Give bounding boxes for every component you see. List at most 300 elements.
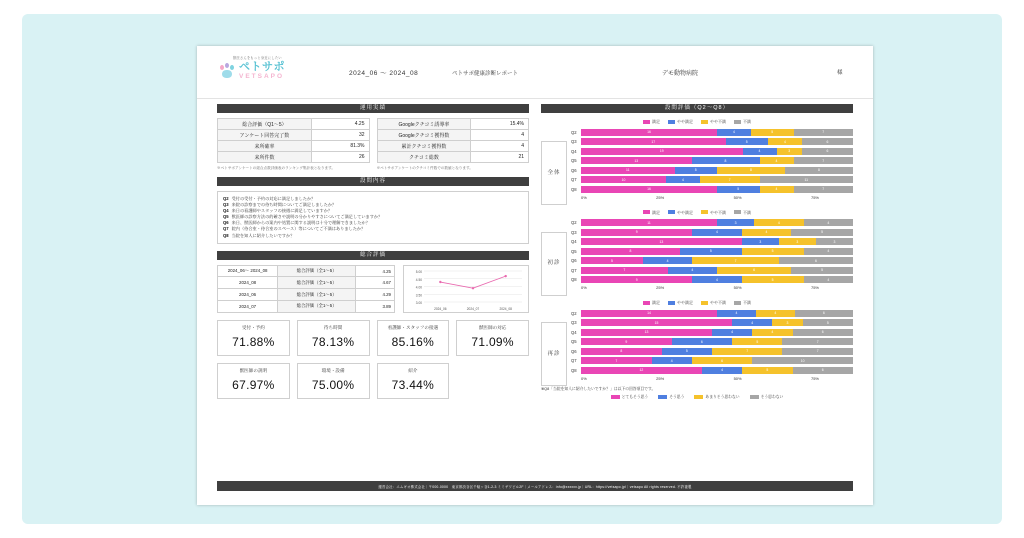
bar-segment: 11 <box>581 167 675 174</box>
bar-segment: 11 <box>581 219 717 226</box>
bar-segment: 4 <box>717 310 756 317</box>
svg-text:3.00: 3.00 <box>415 300 422 305</box>
report-page <box>197 46 873 505</box>
bar-segment: 4 <box>760 186 794 193</box>
legend-item-yaya-fuman <box>701 300 726 306</box>
chart-side-label-2 <box>541 322 567 386</box>
bar-segment: 7 <box>581 357 652 364</box>
bar-segment: 6 <box>795 310 853 317</box>
sogo-period: 2024_08 <box>218 277 278 289</box>
bar-row <box>571 328 853 336</box>
kpi-value: 15.4% <box>471 119 529 130</box>
sogo-value: 4.25 <box>356 265 395 277</box>
bar-segment: 3 <box>717 219 754 226</box>
kpi-card-label: 看護師・スタッフの接遇 <box>387 324 439 330</box>
question-no: Q5 <box>223 214 229 220</box>
bar-segment: 4 <box>760 157 794 164</box>
chart-side-label-text: 再診 <box>547 350 561 357</box>
bar-segment: 13 <box>581 157 692 164</box>
bar-row-label: Q6 <box>571 258 577 263</box>
legend-label: やや不満 <box>710 119 726 124</box>
bar-segment: 14 <box>581 310 717 317</box>
bar-segment: 6 <box>793 329 853 336</box>
bar-segment: 6 <box>692 357 752 364</box>
chart-axis-2 <box>581 376 819 381</box>
foot-legend-label: そう思う <box>669 394 685 399</box>
bar-segment: 4 <box>804 276 853 283</box>
bar-track <box>581 238 853 245</box>
bar-segment: 5 <box>803 319 853 326</box>
bar-row-label: Q3 <box>571 229 577 235</box>
bar-segment: 3 <box>777 148 803 155</box>
chart-legend-0 <box>541 119 853 125</box>
bar-row-label: Q4 <box>571 239 577 244</box>
bar-segment: 9 <box>581 276 692 283</box>
screenshot-frame <box>22 14 1002 524</box>
kpi-card-row-2 <box>217 363 529 399</box>
bar-row <box>571 138 853 146</box>
stacked-bars-0 <box>571 128 853 193</box>
bar-segment: 8 <box>581 248 680 255</box>
kpi-value: 4.25 <box>311 119 369 130</box>
bar-segment: 8 <box>785 167 853 174</box>
svg-text:4.50: 4.50 <box>415 277 422 282</box>
bar-track <box>581 176 853 183</box>
bar-row-label: Q5 <box>571 339 577 344</box>
bar-segment: 12 <box>581 367 702 374</box>
question-text: 当院を知人に紹介したいですか？ <box>231 232 295 238</box>
bar-segment: 4 <box>668 267 717 274</box>
table-row <box>218 152 370 163</box>
bar-track <box>581 276 853 283</box>
legend-item-yaya-manzoku <box>668 210 693 216</box>
question-no: Q3 <box>223 202 229 208</box>
bar-segment: 5 <box>662 348 712 355</box>
foot-legend-label: とてもそう思う <box>621 394 649 399</box>
kpi-card-label: 環境・設備 <box>321 367 345 373</box>
bar-segment: 13 <box>581 238 742 245</box>
bar-segment: 5 <box>742 367 792 374</box>
bar-segment: 5 <box>717 186 760 193</box>
bar-segment: 7 <box>794 129 854 136</box>
sogo-label: 総合評価（全1〜5） <box>278 265 356 277</box>
bar-track <box>581 357 853 364</box>
bar-segment: 4 <box>768 138 802 145</box>
stacked-bars-1 <box>571 219 853 284</box>
kpi-label: アンケート回答完了数 <box>218 130 312 141</box>
bar-row <box>571 257 853 265</box>
bar-segment: 6 <box>802 148 853 155</box>
legend-item-manzoku <box>643 300 660 306</box>
chart-footnote: ※Q8「当院を知人に紹介したいですか？」は以下の回答項目です。 <box>541 386 656 391</box>
question-no: Q4 <box>223 208 229 214</box>
bar-track <box>581 167 853 174</box>
bar-track <box>581 329 853 336</box>
bar-track <box>581 157 853 164</box>
bar-segment: 10 <box>752 357 853 364</box>
bar-segment: 4 <box>804 219 853 226</box>
kpi-card-row-1 <box>217 320 529 356</box>
bar-row <box>571 266 853 274</box>
bar-segment: 4 <box>742 229 791 236</box>
kpi-card <box>377 320 450 356</box>
kpi-card-value: 67.97% <box>232 377 275 392</box>
sogo-label: 総合評価（全1〜5） <box>278 277 356 289</box>
kpi-card-label: 紹介 <box>408 367 418 373</box>
bar-segment: 5 <box>581 257 643 264</box>
legend-item-yaya-fuman <box>701 210 726 216</box>
bar-track <box>581 248 853 255</box>
bar-row <box>571 128 853 136</box>
axis-tick: 0% <box>581 375 587 381</box>
bar-segment: 5 <box>726 138 769 145</box>
foot-legend-item <box>611 395 649 400</box>
bar-row-label: Q2 <box>571 129 577 135</box>
bar-row <box>571 309 853 317</box>
chart-block-1 <box>541 210 853 291</box>
bar-track <box>581 138 853 145</box>
kpi-card <box>297 363 370 399</box>
legend-label: 満足 <box>652 209 660 215</box>
legend-item-fuman <box>734 119 751 125</box>
stacked-bars-2 <box>571 309 853 374</box>
bar-track <box>581 348 853 355</box>
kpi-card-value: 78.13% <box>311 334 355 349</box>
legend-label: やや不満 <box>710 300 726 305</box>
bar-row <box>571 247 853 255</box>
bar-segment: 4 <box>692 229 741 236</box>
sogo-period: 2024_07 <box>218 300 278 312</box>
bar-segment: 3 <box>779 238 816 245</box>
kpi-tables <box>217 113 529 163</box>
axis-tick: 25% <box>656 285 665 290</box>
kpi-label: Googleクチコミ誘導率 <box>377 119 471 130</box>
bar-segment: 7 <box>712 348 783 355</box>
sogo-section <box>217 265 529 313</box>
bar-segment: 5 <box>680 248 742 255</box>
legend-label: 不満 <box>743 300 751 305</box>
table-row <box>377 141 529 152</box>
axis-tick: 25% <box>656 194 665 200</box>
kpi-value: 81.3% <box>311 141 369 152</box>
question-text: 獣医師の診察方法の的確さや説明の分かりやすさについてご満足していますか？ <box>231 214 383 220</box>
bar-segment: 5 <box>751 129 794 136</box>
bar-segment: 9 <box>581 229 692 236</box>
bar-segment: 4 <box>804 248 853 255</box>
bar-row-label: Q7 <box>571 177 577 182</box>
kpi-label: 来所件数 <box>218 152 312 163</box>
legend-label: やや不満 <box>710 209 726 215</box>
bar-row-label: Q7 <box>571 267 577 273</box>
axis-tick: 75% <box>810 375 819 381</box>
chart-side-label-text: 全体 <box>547 169 561 176</box>
bar-segment: 4 <box>732 319 772 326</box>
bar-row <box>571 228 853 236</box>
sogo-period: 2024_06〜 2024_08 <box>218 265 278 277</box>
bar-segment: 4 <box>643 257 692 264</box>
question-no: Q8 <box>223 232 229 238</box>
bar-row-label: Q8 <box>571 277 577 282</box>
bar-row <box>571 147 853 155</box>
kpi-card-value: 71.09% <box>471 334 514 349</box>
bar-segment: 3 <box>742 238 779 245</box>
bar-segment: 4 <box>756 310 795 317</box>
chart-side-label-1 <box>541 232 567 296</box>
bar-segment: 4 <box>743 148 777 155</box>
bar-track <box>581 257 853 264</box>
bar-row-label: Q6 <box>571 167 577 173</box>
bar-segment: 15 <box>581 319 732 326</box>
kpi-value: 32 <box>311 130 369 141</box>
chart-axis-1 <box>581 285 819 290</box>
foot-legend-item <box>658 395 684 400</box>
page-footer: 運営会社：エムギオ株式会社｜〒000-0000 東京都渋谷区千駄ヶ谷1-2-3 ミミザワビル2F｜メールアドレス：info@xxxxxx.jp｜URL：https://vetsapo.jp/｜vetsapo All rights reserved. 不許複製 <box>217 481 853 491</box>
section-title-setsumon: 設問内容 <box>217 177 529 186</box>
foot-legend-item <box>694 395 739 400</box>
bar-row-label: Q4 <box>571 329 577 335</box>
legend-item-manzoku <box>643 119 660 125</box>
bar-segment: 7 <box>794 186 854 193</box>
kpi-right-note: ※ペトサポアンケートのクチコミ件数での数値となります。 <box>376 166 473 170</box>
bar-segment: 6 <box>672 338 732 345</box>
kpi-card-label: 待ち時間 <box>323 324 343 330</box>
bar-segment: 6 <box>802 138 853 145</box>
bar-row <box>571 357 853 365</box>
trend-line-svg <box>404 266 528 312</box>
bar-row-label: Q3 <box>571 139 577 144</box>
legend-label: 満足 <box>652 300 660 305</box>
question-text: 来日の看護師やスタッフの接遇に満足していますか？ <box>231 208 333 214</box>
bar-segment: 4 <box>652 357 692 364</box>
bar-segment: 7 <box>700 176 760 183</box>
bar-row <box>571 219 853 227</box>
kpi-left-note: ※ペトサポアンケートの総合点数評価表のランキング集計表となります。 <box>217 166 335 170</box>
question-no: Q6 <box>223 220 229 226</box>
legend-item-yaya-fuman <box>701 119 726 125</box>
bar-segment: 6 <box>779 257 853 264</box>
legend-label: やや満足 <box>677 300 693 305</box>
sogo-value: 3.89 <box>356 300 395 312</box>
table-row <box>377 119 529 130</box>
question-text: 院内（待合室・待合室のスペース）等についてご不満はありましたか？ <box>231 226 366 232</box>
bar-segment: 9 <box>581 338 672 345</box>
chart-block-0 <box>541 119 853 200</box>
bar-track <box>581 186 853 193</box>
kpi-card <box>297 320 370 356</box>
bar-row <box>571 319 853 327</box>
kpi-value: 21 <box>471 152 529 163</box>
bar-row <box>571 157 853 165</box>
legend-item-yaya-manzoku <box>668 300 693 306</box>
axis-tick: 50% <box>733 375 742 381</box>
kpi-card <box>217 363 290 399</box>
bar-segment: 3 <box>772 319 802 326</box>
question-no: Q7 <box>223 226 229 232</box>
bar-segment: 4 <box>754 219 803 226</box>
header-divider <box>197 98 873 99</box>
bar-segment: 5 <box>791 267 853 274</box>
kpi-card-label: 獣医師の対応 <box>478 324 507 330</box>
bar-segment: 6 <box>717 267 791 274</box>
svg-text:3.50: 3.50 <box>415 292 422 297</box>
kpi-card <box>217 320 290 356</box>
axis-tick: 25% <box>656 375 665 381</box>
bar-track <box>581 310 853 317</box>
bar-track <box>581 267 853 274</box>
sogo-table <box>217 265 395 313</box>
bar-row-label: Q2 <box>571 220 577 225</box>
kpi-value: 4 <box>471 141 529 152</box>
axis-tick: 0% <box>581 194 587 200</box>
legend-item-yaya-manzoku <box>668 119 693 125</box>
bar-segment: 4 <box>666 176 700 183</box>
sogo-value: 4.29 <box>356 289 395 301</box>
kpi-card-value: 75.00% <box>311 377 355 392</box>
sogo-label: 総合評価（全1〜5） <box>278 289 356 301</box>
table-row <box>218 130 370 141</box>
bar-row-label: Q6 <box>571 348 577 354</box>
logo <box>219 55 339 81</box>
chart-legend-2 <box>541 300 853 306</box>
kpi-card <box>377 363 450 399</box>
bar-row <box>571 176 853 184</box>
report-title: ペトサポ健康診断レポート <box>452 71 519 77</box>
table-row <box>218 277 395 289</box>
bar-row-label: Q7 <box>571 358 577 363</box>
bar-segment: 5 <box>675 167 718 174</box>
bar-segment: 19 <box>581 148 743 155</box>
kpi-label: 来所確率 <box>218 141 312 152</box>
bar-row-label: Q8 <box>571 367 577 373</box>
bar-segment: 8 <box>581 348 662 355</box>
bar-segment: 16 <box>581 186 717 193</box>
bar-track <box>581 319 853 326</box>
logo-text-jp: ペトサポ <box>239 61 285 73</box>
bar-segment: 5 <box>732 338 782 345</box>
sogo-value: 4.67 <box>356 277 395 289</box>
bar-segment: 5 <box>742 248 804 255</box>
table-row <box>218 265 395 277</box>
bar-segment: 5 <box>791 229 853 236</box>
table-row <box>377 152 529 163</box>
bar-segment: 11 <box>760 176 854 183</box>
legend-label: 満足 <box>652 119 660 124</box>
bar-row <box>571 185 853 193</box>
svg-text:4.00: 4.00 <box>415 285 422 290</box>
svg-text:5.00: 5.00 <box>415 269 422 274</box>
foot-legend-label: あまりそう思わない <box>705 394 740 399</box>
bar-segment: 4 <box>712 329 752 336</box>
list-item <box>223 233 523 239</box>
bar-track <box>581 367 853 374</box>
bar-row <box>571 166 853 174</box>
paw-icon <box>219 63 236 80</box>
bar-row-label: Q5 <box>571 158 577 163</box>
kpi-card-value: 71.88% <box>232 334 275 349</box>
axis-tick: 75% <box>810 194 819 200</box>
bar-row <box>571 338 853 346</box>
foot-legend-item <box>750 395 784 400</box>
kpi-label: 累計クチコミ獲得数 <box>377 141 471 152</box>
sogo-label: 総合評価（全1〜5） <box>278 300 356 312</box>
bar-row <box>571 276 853 284</box>
bar-segment: 8 <box>692 157 760 164</box>
chart-legend-1 <box>541 210 853 216</box>
bar-track <box>581 219 853 226</box>
kpi-label: Googleクチコミ獲得数 <box>377 130 471 141</box>
kpi-card-placeholder <box>456 363 529 399</box>
legend-item-manzoku <box>643 210 660 216</box>
question-text: 来院の診察までの待ち時間についてご満足しましたか？ <box>231 202 337 208</box>
chart-block-2 <box>541 300 853 381</box>
bar-track <box>581 148 853 155</box>
svg-text:2024_06: 2024_06 <box>434 306 447 311</box>
bar-segment: 16 <box>581 129 717 136</box>
kpi-value: 4 <box>471 130 529 141</box>
bar-row-label: Q2 <box>571 310 577 316</box>
table-row <box>218 119 370 130</box>
legend-item-fuman <box>734 300 751 306</box>
table-row <box>218 289 395 301</box>
question-list <box>217 191 529 244</box>
foot-legend-label: そう思わない <box>760 394 784 399</box>
clinic-honorific: 様 <box>837 70 843 76</box>
legend-label: やや満足 <box>677 119 693 124</box>
question-text: 受付の受付・予約の対応に満足しましたか？ <box>231 196 316 201</box>
legend-label: 不満 <box>743 209 751 215</box>
question-text: 来日、獣医師からの案内や処置に関する説明は十分で理解できましたか？ <box>231 220 370 226</box>
bar-track <box>581 338 853 345</box>
bar-segment: 4 <box>752 329 792 336</box>
bar-row <box>571 238 853 246</box>
bar-segment: 7 <box>782 338 853 345</box>
clinic-name: デモ動物病院 <box>662 71 699 77</box>
kpi-card-value: 73.44% <box>391 377 435 392</box>
section-title-sogo: 総合評価 <box>217 251 529 260</box>
bar-row-label: Q8 <box>571 186 577 192</box>
bar-segment: 5 <box>742 276 804 283</box>
chart-foot-legend <box>541 395 853 400</box>
bar-segment: 7 <box>581 267 668 274</box>
bar-row-label: Q3 <box>571 320 577 325</box>
kpi-table-right <box>377 118 530 163</box>
axis-tick: 50% <box>733 194 742 200</box>
section-title-unyou: 運用実績 <box>217 104 529 113</box>
bar-segment: 3 <box>816 238 853 245</box>
bar-row-label: Q4 <box>571 148 577 154</box>
bar-segment: 8 <box>717 167 785 174</box>
sogo-period: 2024_06 <box>218 289 278 301</box>
section-title-hyouka: 設問評価（Q2〜Q8） <box>541 104 853 113</box>
bar-segment: 17 <box>581 138 726 145</box>
table-row <box>218 141 370 152</box>
bar-segment: 4 <box>692 276 741 283</box>
bar-segment: 13 <box>581 329 712 336</box>
bar-segment: 10 <box>581 176 666 183</box>
bar-segment: 4 <box>702 367 742 374</box>
kpi-card-label: 受付・予約 <box>241 324 265 330</box>
kpi-card-label: 獣医師の説明 <box>239 367 268 373</box>
bar-row-label: Q5 <box>571 248 577 254</box>
legend-item-fuman <box>734 210 751 216</box>
left-column <box>217 104 529 399</box>
kpi-card-value: 85.16% <box>391 334 435 349</box>
svg-text:2024_07: 2024_07 <box>466 306 480 311</box>
table-row <box>377 130 529 141</box>
bar-row <box>571 366 853 374</box>
kpi-label: 総合評価（Q1〜5） <box>218 119 312 130</box>
bar-track <box>581 229 853 236</box>
